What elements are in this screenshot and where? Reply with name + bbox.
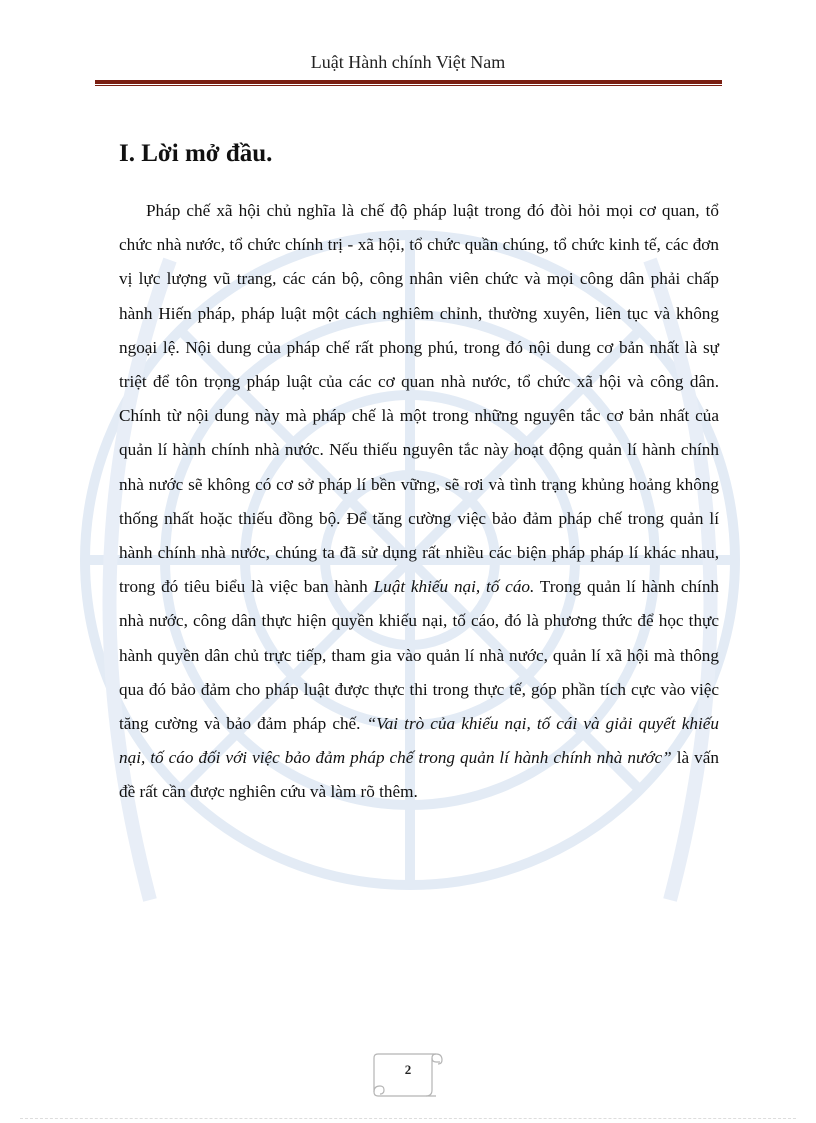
- law-name-italic: Luật khiếu nại, tố cáo.: [373, 577, 535, 597]
- body-paragraph: [119, 194, 719, 810]
- paragraph-text-2: Trong quản lí hành chính nhà nước, công dân thực hiện quyền khiếu nại, tố cáo, đó là phương thức để học thực hành quyền dân chủ trực tiếp, tham gia vào quản lí nhà nước, quản lí xã hội mà thông qua đó bảo đảm cho pháp luật được thực thi trong thực tế, góp phần tích cực vào việc tăng cường và bảo đảm pháp chế.: [119, 577, 720, 734]
- topic-quote-italic: “Vai trò của khiếu nại, tố cái và giải quyết khiếu nại, tố cáo đối với việc bảo đảm pháp chế trong quản lí hành chính nhà nước”: [119, 714, 720, 768]
- page-number: 2: [404, 1062, 412, 1077]
- paragraph-text-1: Pháp chế xã hội chủ nghĩa là chế độ pháp luật trong đó đòi hỏi mọi cơ quan, tổ chức nhà nước, tổ chức chính trị - xã hội, tổ chức quần chúng, tổ chức kinh tế, các đơn vị lực lượng vũ trang, các cán bộ, công nhân viên chức và mọi công dân phải chấp hành Hiến pháp, pháp luật một cách nghiêm chỉnh, thường xuyên, liên tục và không ngoại lệ. Nội dung của pháp chế rất phong phú, trong đó nội dung cơ bản nhất là sự triệt để tôn trọng pháp luật của các cơ quan nhà nước, tổ chức xã hội và công dân. Chính từ nội dung này mà pháp chế là một trong những nguyên tắc cơ bản nhất của quản lí hành chính nhà nước. Nếu thiếu nguyên tắc này hoạt động quản lí hành chính nhà nước sẽ không có cơ sở pháp lí bền vững, sẽ rơi và tình trạng khủng hoảng không thống nhất hoặc thiếu đồng bộ. Để tăng cường việc bảo đảm pháp chế trong quản lí hành chính nhà nước, chúng ta đã sử dụng rất nhiều các biện pháp pháp lí khác nhau, trong đó tiêu biểu là việc ban hành: [119, 201, 719, 597]
- header-rule: [95, 80, 722, 86]
- section-heading: I. Lời mở đầu.: [119, 140, 273, 167]
- footer-divider: [20, 1118, 796, 1119]
- running-header-title: Luật Hành chính Việt Nam: [310, 52, 506, 72]
- paragraph-text-3: là vấn đề rất cần được nghiên cứu và làm rõ thêm.: [119, 748, 719, 802]
- page-number-scroll: [370, 1046, 446, 1100]
